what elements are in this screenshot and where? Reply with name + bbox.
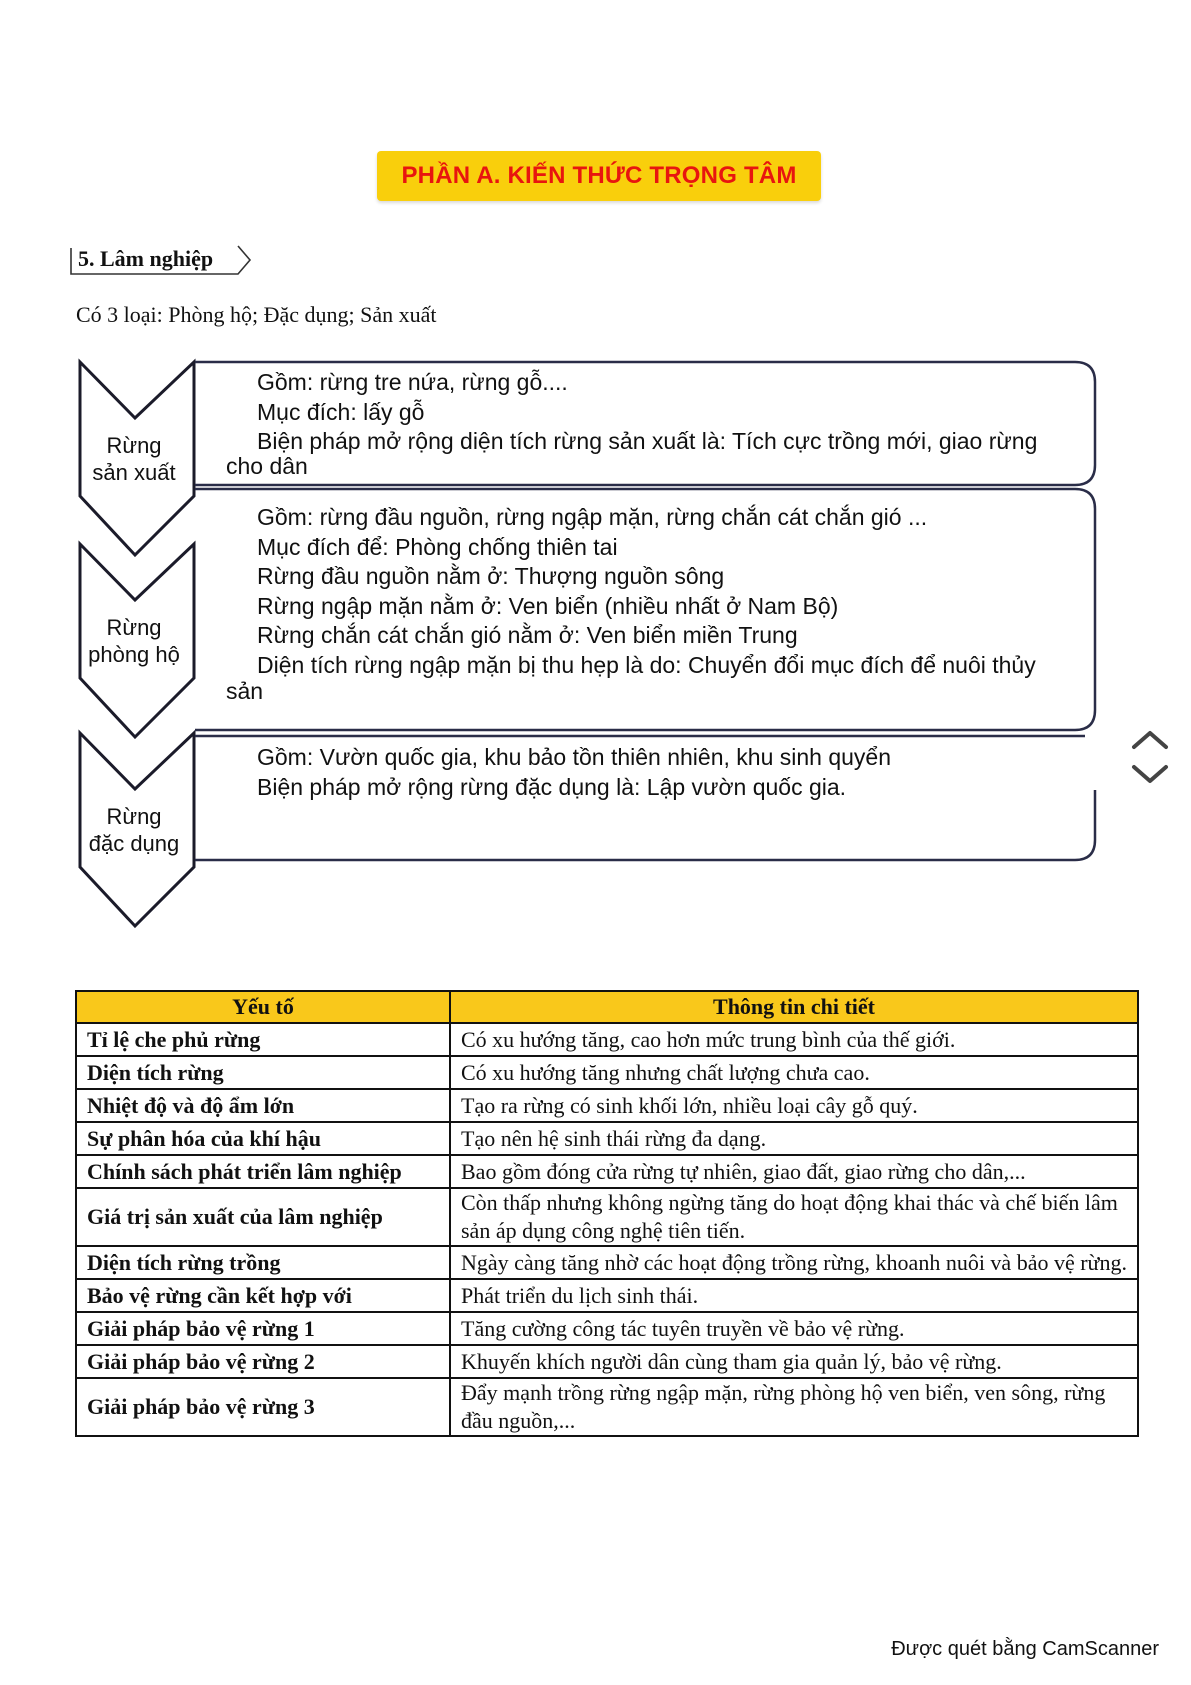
chevron-label-phong-ho <box>74 614 194 668</box>
chevron-label-line: phòng hộ <box>88 642 180 667</box>
table-cell-detail: Tạo nên hệ sinh thái rừng đa dạng. <box>450 1122 1138 1155</box>
table-row <box>76 1279 1138 1312</box>
table-cell-factor: Tỉ lệ che phủ rừng <box>76 1023 450 1056</box>
table-cell-detail: Có xu hướng tăng, cao hơn mức trung bình của thế giới. <box>450 1023 1138 1056</box>
chevron-label-line: Rừng <box>106 615 162 640</box>
chevron-label-line: Rừng <box>106 804 162 829</box>
box-line: Gồm: Vườn quốc gia, khu bảo tồn thiên nhiên, khu sinh quyển <box>257 744 892 770</box>
table-cell-factor: Giá trị sản xuất của lâm nghiệp <box>76 1188 450 1246</box>
table-cell-detail: Bao gồm đóng cửa rừng tự nhiên, giao đất, giao rừng cho dân,... <box>450 1155 1138 1188</box>
table-header-row <box>76 991 1138 1023</box>
table-cell-detail: Đẩy mạnh trồng rừng ngập mặn, rừng phòng hộ ven biển, ven sông, rừng đầu nguồn,... <box>450 1378 1138 1436</box>
table-row <box>76 1345 1138 1378</box>
box-line: Mục đích: lấy gỗ <box>257 398 425 425</box>
chevron-label-dac-dung <box>74 803 194 857</box>
intro-text: Có 3 loại: Phòng hộ; Đặc dụng; Sản xuất <box>76 302 437 327</box>
table-cell-factor: Giải pháp bảo vệ rừng 1 <box>76 1312 450 1345</box>
box-line: Rừng đầu nguồn nằm ở: Thượng nguồn sông <box>257 563 725 589</box>
box-text-dac-dung <box>226 743 891 802</box>
table-row <box>76 1089 1138 1122</box>
section-banner <box>377 151 821 201</box>
box-line: Rừng ngập mặn nằm ở: Ven biển (nhiều nhất ở Nam Bộ) <box>257 592 839 619</box>
table-cell-factor: Nhiệt độ và độ ẩm lớn <box>76 1089 450 1122</box>
table-header-factor: Yếu tố <box>76 991 450 1023</box>
box-line: cho dân <box>226 452 308 479</box>
box-line: Gồm: rừng đầu nguồn, rừng ngập mặn, rừng chắn cát chắn gió ... <box>257 504 928 530</box>
table-cell-detail: Ngày càng tăng nhờ các hoạt động trồng rừng, khoanh nuôi và bảo vệ rừng. <box>450 1246 1138 1279</box>
section-heading <box>70 244 260 276</box>
chevron-up-icon[interactable] <box>1134 733 1166 747</box>
table-row <box>76 1155 1138 1188</box>
box-line: Biện pháp mở rộng diện tích rừng sản xuất là: Tích cực trồng mới, giao rừng <box>257 428 1038 454</box>
table-row <box>76 1056 1138 1089</box>
table-cell-factor: Bảo vệ rừng cần kết hợp với <box>76 1279 450 1312</box>
chevron-down-icon[interactable] <box>1134 767 1166 781</box>
box-line: Mục đích để: Phòng chống thiên tai <box>257 533 618 560</box>
box-line: Rừng chắn cát chắn gió nằm ở: Ven biển miền Trung <box>257 622 798 648</box>
chevron-label-line: Rừng <box>106 433 162 458</box>
table-row <box>76 1378 1138 1436</box>
table-cell-factor: Sự phân hóa của khí hậu <box>76 1122 450 1155</box>
chevron-label-line: sản xuất <box>92 460 176 485</box>
table-cell-detail: Khuyến khích người dân cùng tham gia quản lý, bảo vệ rừng. <box>450 1345 1138 1378</box>
table-cell-factor: Chính sách phát triển lâm nghiệp <box>76 1155 450 1188</box>
banner-title: PHẦN A. KIẾN THỨC TRỌNG TÂM <box>401 162 797 189</box>
table-cell-factor: Diện tích rừng trồng <box>76 1246 450 1279</box>
table-header-detail: Thông tin chi tiết <box>450 991 1138 1023</box>
table-row <box>76 1188 1138 1246</box>
table-cell-detail: Tăng cường công tác tuyên truyền về bảo vệ rừng. <box>450 1312 1138 1345</box>
table-cell-detail: Tạo ra rừng có sinh khối lớn, nhiều loại cây gỗ quý. <box>450 1089 1138 1122</box>
box-line: Diện tích rừng ngập mặn bị thu hẹp là do: Chuyển đổi mục đích để nuôi thủy <box>257 651 1036 678</box>
box-line: Gồm: rừng tre nứa, rừng gỗ.... <box>257 369 568 395</box>
section-heading-label: 5. Lâm nghiệp <box>78 246 214 271</box>
table-cell-factor: Giải pháp bảo vệ rừng 2 <box>76 1345 450 1378</box>
table-cell-factor: Diện tích rừng <box>76 1056 450 1089</box>
forestry-facts-table <box>75 990 1139 1437</box>
table-row <box>76 1122 1138 1155</box>
table-cell-detail: Còn thấp nhưng không ngừng tăng do hoạt động khai thác và chế biến lâm sản áp dụng công nghệ tiên tiến. <box>450 1188 1138 1246</box>
table-cell-detail: Phát triển du lịch sinh thái. <box>450 1279 1138 1312</box>
scroll-arrows <box>1128 725 1172 795</box>
table-row <box>76 1023 1138 1056</box>
box-text-san-xuat <box>226 368 1037 481</box>
table-cell-detail: Có xu hướng tăng nhưng chất lượng chưa cao. <box>450 1056 1138 1089</box>
table-cell-factor: Giải pháp bảo vệ rừng 3 <box>76 1378 450 1436</box>
box-line: sản <box>226 678 264 704</box>
chevron-label-line: đặc dụng <box>88 831 180 856</box>
chevron-label-san-xuat <box>74 432 194 486</box>
table-row <box>76 1246 1138 1279</box>
box-line: Biện pháp mở rộng rừng đặc dụng là: Lập vườn quốc gia. <box>257 773 847 800</box>
table-row <box>76 1312 1138 1345</box>
box-text-phong-ho <box>226 503 1036 707</box>
scanner-footer: Được quét bằng CamScanner <box>891 1638 1159 1660</box>
